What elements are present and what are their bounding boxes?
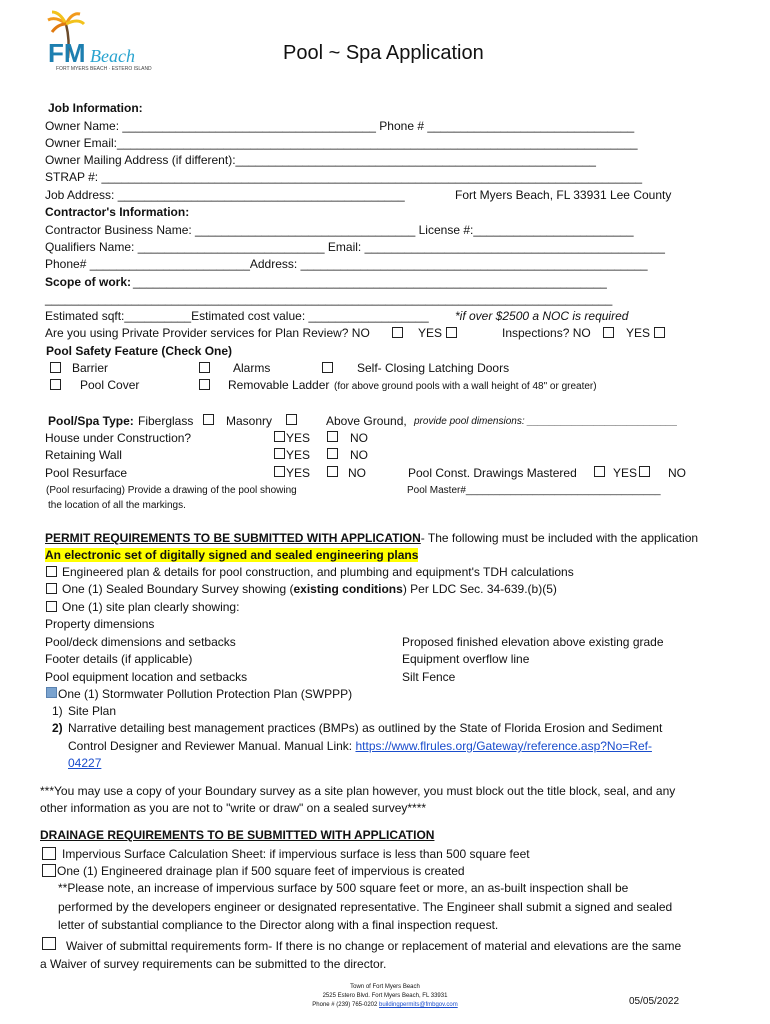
drainage-note-2: performed by the developers engineer or designated representative. The Engineer shall submit a signed and sealed — [58, 900, 673, 914]
site-item-property: Property dimensions — [45, 617, 155, 631]
barrier-label: Barrier — [72, 361, 109, 375]
retaining-no-checkbox[interactable] — [327, 448, 338, 459]
fiberglass-checkbox[interactable] — [203, 414, 214, 425]
house-yes-label: YES — [286, 431, 311, 445]
manual-link-cont[interactable]: 04227 — [68, 756, 102, 770]
retaining-yes-checkbox[interactable] — [274, 448, 285, 459]
site-plan-checkbox[interactable] — [46, 601, 57, 612]
house-no-checkbox[interactable] — [327, 431, 338, 442]
above-ground-note[interactable]: provide pool dimensions: ___________________________ — [414, 416, 678, 427]
scope-field-2[interactable]: _____________________________________________________________________________________ — [45, 292, 613, 306]
house-under-label: House under Construction? — [45, 431, 192, 445]
contractor-heading: Contractor's Information: — [45, 205, 190, 219]
resurface-note-1: (Pool resurfacing) Provide a drawing of the pool showing — [46, 485, 297, 496]
owner-email-field[interactable]: Owner Email:______________________________________________________________________________ — [45, 136, 638, 150]
survey-note-1: ***You may use a copy of your Boundary survey as a site plan however, you must block out the title block, seal, and any — [40, 784, 676, 798]
permit-highlight: An electronic set of digitally signed and sealed engineering plans — [45, 548, 419, 562]
boundary-survey-checkbox[interactable] — [46, 583, 57, 594]
site-item-overflow: Equipment overflow line — [402, 652, 530, 666]
resurface-no-label: NO — [348, 466, 366, 480]
impervious-label: Impervious Surface Calculation Sheet: if impervious surface is less than 500 square feet — [62, 847, 530, 861]
permit-heading-line — [45, 531, 698, 545]
site-item-silt: Silt Fence — [402, 670, 456, 684]
sub1-text: Site Plan — [68, 704, 117, 718]
job-city-text: Fort Myers Beach, FL 33931 Lee County — [455, 188, 672, 202]
svg-text:FM: FM — [48, 38, 86, 68]
resurface-note-2: the location of all the markings. — [48, 500, 186, 511]
self-closing-checkbox[interactable] — [322, 362, 333, 373]
drainage-heading: DRAINAGE REQUIREMENTS TO BE SUBMITTED WITH APPLICATION — [40, 828, 435, 842]
house-yes-checkbox[interactable] — [274, 431, 285, 442]
barrier-checkbox[interactable] — [50, 362, 61, 373]
scope-label: Scope of work: — [45, 275, 132, 289]
contractor-phone-field[interactable]: Phone# ________________________Address: ____________________________________________________ — [45, 257, 648, 271]
page-title: Pool ~ Spa Application — [283, 42, 484, 64]
masonry-checkbox[interactable] — [286, 414, 297, 425]
fiberglass-label: Fiberglass — [138, 414, 194, 428]
drainage-note-3: letter of substantial compliance to the Director along with a final inspection request. — [58, 918, 499, 932]
waiver-checkbox[interactable] — [42, 937, 56, 950]
resurface-label: Pool Resurface — [45, 466, 128, 480]
pp-yes-checkbox[interactable] — [446, 327, 457, 338]
resurface-no-checkbox[interactable] — [327, 466, 338, 477]
insp-yes-label: YES — [626, 326, 651, 340]
scope-field[interactable]: _______________________________________________________________________ — [133, 275, 607, 289]
ladder-checkbox[interactable] — [199, 379, 210, 390]
site-plan-label: One (1) site plan clearly showing: — [62, 600, 240, 614]
survey-note-2: other information as you are not to "write or draw" on a sealed survey**** — [40, 801, 427, 815]
drainage-note-1: **Please note, an increase of impervious surface by 500 square feet or more, an as-built inspection shall be — [58, 881, 629, 895]
drainage-plan-checkbox[interactable] — [42, 864, 56, 877]
alarms-checkbox[interactable] — [199, 362, 210, 373]
pool-cover-checkbox[interactable] — [50, 379, 61, 390]
dm-yes-label: YES — [613, 466, 638, 480]
pp-no-checkbox[interactable] — [392, 327, 403, 338]
safety-heading: Pool Safety Feature (Check One) — [46, 344, 233, 358]
swppp-label: One (1) Stormwater Pollution Protection Plan (SWPPP) — [58, 687, 353, 701]
retaining-label: Retaining Wall — [45, 448, 122, 462]
drawings-mastered-label: Pool Const. Drawings Mastered — [408, 466, 577, 480]
estimated-field[interactable]: Estimated sqft:__________Estimated cost value: __________________ — [45, 309, 429, 323]
pp-yes-label: YES — [418, 326, 443, 340]
eng-plan-label: Engineered plan & details for pool construction, and plumbing and equipment's TDH calculations — [62, 565, 574, 579]
drainage-plan-label: One (1) Engineered drainage plan if 500 square feet of impervious is created — [57, 864, 465, 878]
strap-field[interactable]: STRAP #: _________________________________________________________________________________ — [45, 170, 643, 184]
site-item-elevation: Proposed finished elevation above existing grade — [402, 635, 664, 649]
self-closing-label: Self- Closing Latching Doors — [357, 361, 510, 375]
sub2-text-2 — [68, 739, 652, 753]
job-info-heading: Job Information: — [48, 101, 143, 115]
permit-heading-rest: - The following must be included with the application — [420, 531, 699, 545]
owner-name-field[interactable]: Owner Name: ______________________________________ Phone # _______________________________ — [45, 119, 635, 133]
logo-subtitle: FORT MYERS BEACH · ESTERO ISLAND — [56, 66, 152, 72]
footer-address: 2525 Estero Blvd. Fort Myers Beach, FL 33931 — [322, 993, 448, 999]
owner-mailing-field[interactable]: Owner Mailing Address (if different):______________________________________________________ — [45, 153, 596, 167]
dm-yes-checkbox[interactable] — [594, 466, 605, 477]
permit-heading: PERMIT REQUIREMENTS TO BE SUBMITTED WITH APPLICATION — [45, 531, 421, 545]
footer-town: Town of Fort Myers Beach — [350, 984, 420, 990]
town-logo — [46, 10, 164, 78]
pool-cover-label: Pool Cover — [80, 378, 140, 392]
house-no-label: NO — [350, 431, 368, 445]
existing-conditions: existing conditions — [293, 582, 403, 596]
ldc-ref: ) Per LDC Sec. 34-639.(b)(5) — [402, 582, 557, 596]
sub2-number: 2) — [52, 721, 63, 735]
manual-link-cont-wrap — [68, 756, 101, 770]
site-item-pool-deck: Pool/deck dimensions and setbacks — [45, 635, 236, 649]
pool-master-field[interactable]: Pool Master#___________________________________ — [407, 485, 661, 496]
manual-link-label: Control Designer and Reviewer Manual. Manual Link: — [68, 739, 356, 753]
job-address-field[interactable]: Job Address: ___________________________________________ — [45, 188, 405, 202]
swppp-checkbox[interactable] — [46, 687, 57, 698]
footer-email-link[interactable]: buildingpermits@fmbgov.com — [379, 1002, 458, 1008]
alarms-label: Alarms — [233, 361, 271, 375]
footer-date: 05/05/2022 — [629, 996, 680, 1007]
retaining-yes-label: YES — [286, 448, 311, 462]
dm-no-label: NO — [668, 466, 686, 480]
sub1-number: 1) — [52, 704, 63, 718]
noc-note: *if over $2500 a NOC is required — [455, 309, 629, 323]
sub2-text-1: Narrative detailing best management practices (BMPs) as outlined by the State of Florida Erosion and Sediment — [68, 721, 663, 735]
manual-link[interactable]: https://www.flrules.org/Gateway/reference.asp?No=Ref- — [355, 739, 652, 753]
resurface-yes-label: YES — [286, 466, 311, 480]
boundary-survey-text: One (1) Sealed Boundary Survey showing ( — [62, 582, 294, 596]
waiver-text-2: a Waiver of survey requirements can be submitted to the director. — [40, 957, 387, 971]
above-ground-label: Above Ground, — [326, 414, 407, 428]
private-provider-label: Are you using Private Provider services for Plan Review? NO — [45, 326, 370, 340]
ladder-label: Removable Ladder — [228, 378, 330, 392]
impervious-checkbox[interactable] — [42, 847, 56, 860]
masonry-label: Masonry — [226, 414, 273, 428]
eng-plan-checkbox[interactable] — [46, 566, 57, 577]
site-item-equipment: Pool equipment location and setbacks — [45, 670, 248, 684]
dm-no-checkbox[interactable] — [639, 466, 650, 477]
insp-yes-checkbox[interactable] — [654, 327, 665, 338]
svg-text:Beach: Beach — [90, 46, 135, 66]
waiver-text-1: Waiver of submittal requirements form- If there is no change or replacement of material and elevations are the same — [66, 939, 682, 953]
ladder-note: (for above ground pools with a wall height of 48" or greater) — [334, 381, 597, 392]
resurface-yes-checkbox[interactable] — [274, 466, 285, 477]
contractor-business-field[interactable]: Contractor Business Name: _________________________________ License #:________________________ — [45, 223, 634, 237]
qualifiers-field[interactable]: Qualifiers Name: ____________________________ Email: _____________________________________________ — [45, 240, 665, 254]
pool-type-label: Pool/Spa Type: — [48, 414, 134, 428]
site-item-footer: Footer details (if applicable) — [45, 652, 193, 666]
retaining-no-label: NO — [350, 448, 368, 462]
boundary-survey-label — [62, 582, 557, 596]
insp-no-checkbox[interactable] — [603, 327, 614, 338]
inspections-label: Inspections? NO — [502, 326, 591, 340]
footer-phone: Phone # (239) 765-0202 — [312, 1002, 378, 1008]
